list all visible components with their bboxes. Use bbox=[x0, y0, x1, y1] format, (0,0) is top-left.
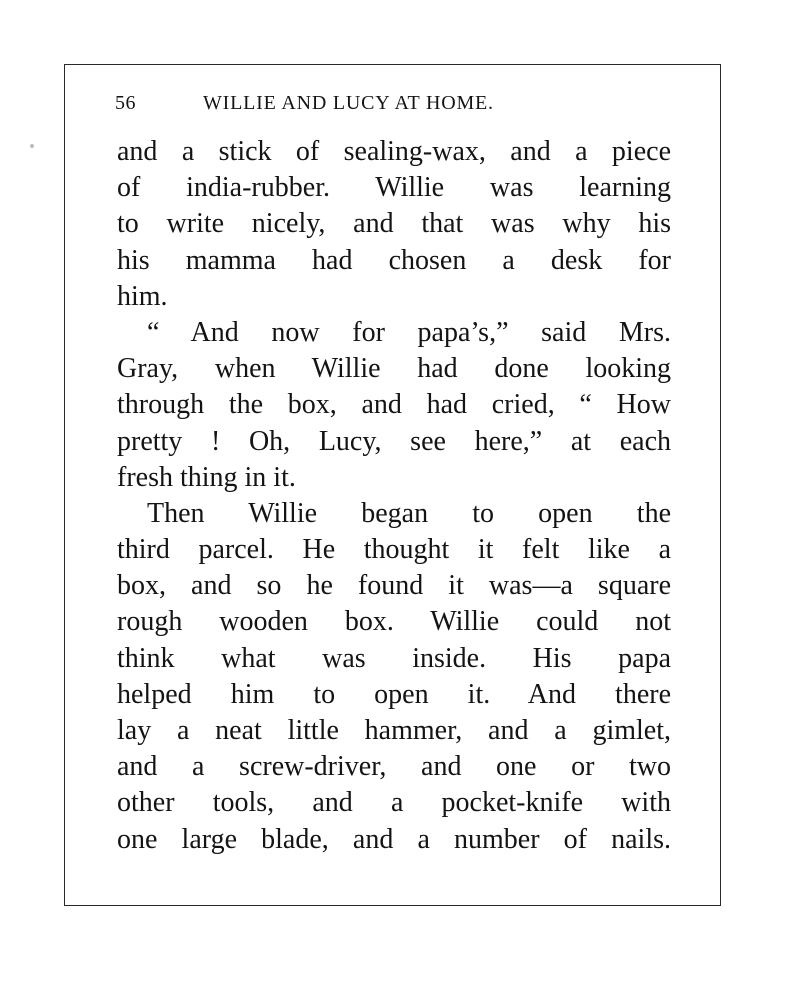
text-line: Gray, when Willie had done looking bbox=[117, 353, 671, 385]
text-line: other tools, and a pocket-knife with bbox=[117, 787, 671, 819]
paper-speck bbox=[30, 144, 34, 148]
text-line: rough wooden box. Willie could not bbox=[117, 606, 671, 638]
text-line: his mamma had chosen a desk for bbox=[117, 244, 671, 276]
paragraph bbox=[117, 134, 671, 315]
text-line: to write nicely, and that was why his bbox=[117, 208, 671, 240]
text-line: “ And now for papa’s,” said Mrs. bbox=[147, 316, 671, 348]
paragraph bbox=[117, 496, 671, 858]
text-line: one large blade, and a number of nails. bbox=[117, 823, 671, 855]
running-header bbox=[115, 92, 675, 122]
text-line: third parcel. He thought it felt like a bbox=[117, 534, 671, 566]
page-number: 56 bbox=[115, 92, 136, 114]
text-line: Then Willie began to open the bbox=[147, 497, 671, 529]
text-line: and a stick of sealing-wax, and a piece bbox=[117, 136, 671, 167]
text-line: and a screw-driver, and one or two bbox=[117, 751, 671, 783]
text-line: through the box, and had cried, “ How bbox=[117, 389, 671, 421]
text-line: helped him to open it. And there bbox=[117, 678, 671, 710]
text-line: him. bbox=[117, 280, 168, 312]
text-line: lay a neat little hammer, and a gimlet, bbox=[117, 715, 671, 746]
text-line: fresh thing in it. bbox=[117, 461, 296, 493]
body-text bbox=[117, 134, 671, 858]
paragraph bbox=[117, 315, 671, 496]
text-line: pretty ! Oh, Lucy, see here,” at each bbox=[117, 425, 671, 457]
running-title: WILLIE AND LUCY AT HOME. bbox=[203, 92, 494, 114]
text-line: box, and so he found it was—a square bbox=[117, 570, 671, 602]
text-line: think what was inside. His papa bbox=[117, 642, 671, 674]
text-line: of india-rubber. Willie was learning bbox=[117, 172, 671, 204]
